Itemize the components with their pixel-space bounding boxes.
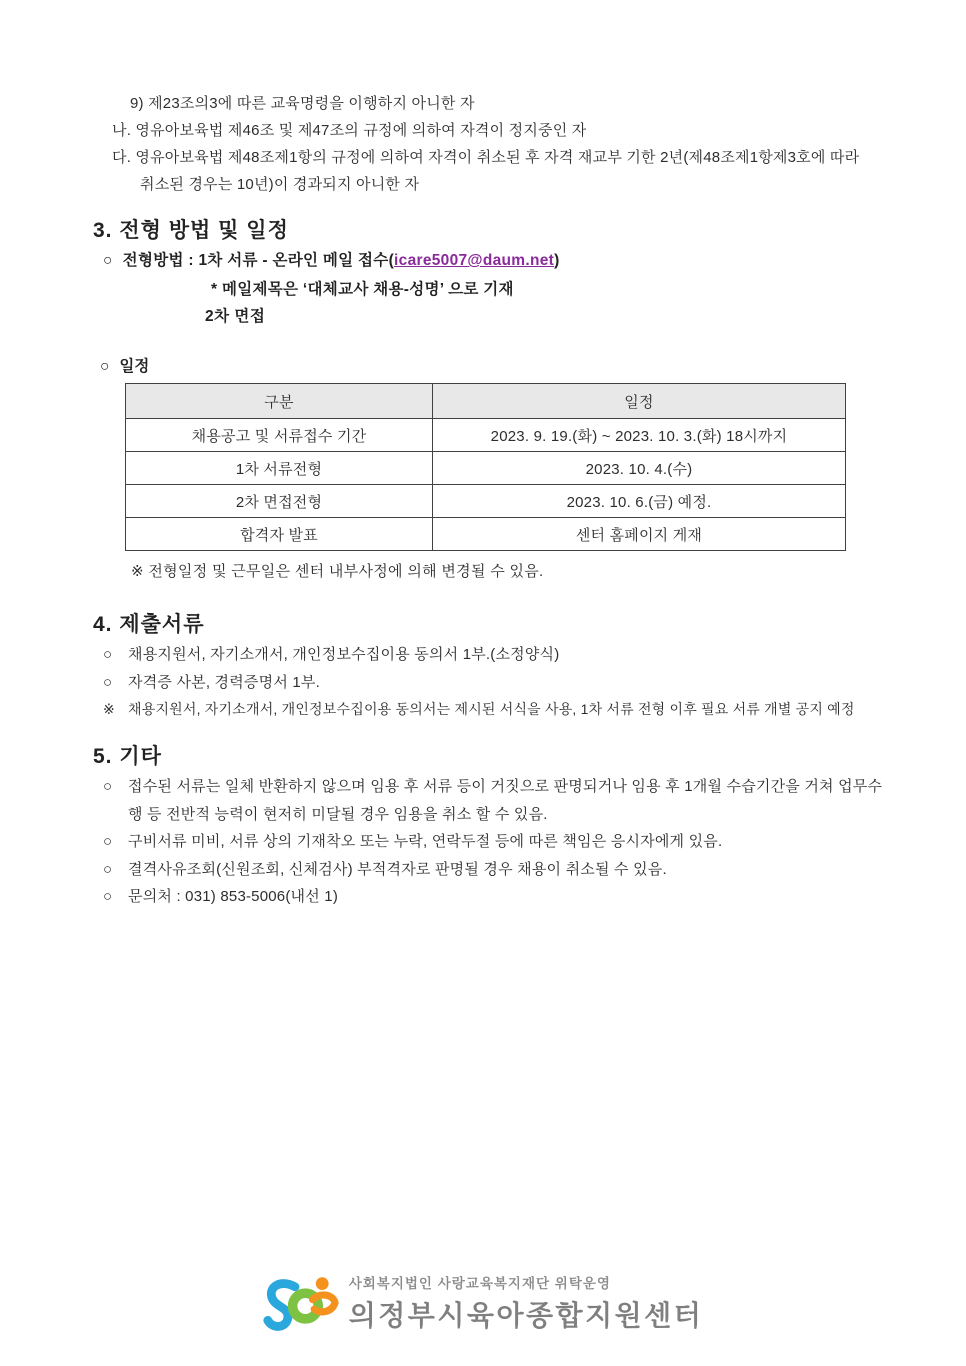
sci-logo-icon	[263, 1274, 343, 1343]
table-cell-category: 채용공고 및 서류접수 기간	[126, 419, 433, 452]
circle-bullet-marker: ○	[103, 860, 113, 878]
application-email-link[interactable]: icare5007@daum.net	[394, 252, 555, 269]
clause-line: 다. 영유아보육법 제48조제1항의 규정에 의하여 자격이 취소된 후 자격 재교부 기한 2년(제48조제1항제3호에 따라	[112, 149, 860, 166]
section5-heading: 5. 기타	[93, 745, 162, 768]
circle-bullet-marker: ○	[103, 252, 113, 269]
list-item	[103, 773, 893, 828]
footer-tagline: 사회복지법인 사랑교육복지재단 위탁운영	[348, 1276, 611, 1291]
list-item	[103, 669, 963, 697]
list-item-text: 구비서류 미비, 서류 상의 기재착오 또는 누락, 연락두절 등에 따른 책임은 응시자에게 있음.	[128, 833, 723, 850]
column-header-category: 구분	[126, 384, 433, 419]
circle-bullet-marker: ○	[103, 673, 113, 691]
section4-items	[103, 641, 963, 724]
section3-heading: 3. 전형 방법 및 일정	[93, 219, 289, 242]
list-item-text: 채용지원서, 자기소개서, 개인정보수집이용 동의서는 제시된 서식을 사용, 1차 서류 전형 이후 필요 서류 개별 공지 예정	[128, 701, 855, 717]
list-item	[103, 696, 963, 724]
schedule-label-text: 일정	[119, 358, 150, 375]
reference-mark: ※	[103, 701, 115, 717]
circle-bullet-marker: ○	[103, 646, 113, 663]
table-cell-schedule: 센터 홈페이지 게재	[433, 518, 846, 551]
eligibility-clauses	[112, 90, 942, 198]
list-item-text: 자격증 사본, 경력증명서 1부.	[128, 673, 320, 691]
table-cell-category: 합격자 발표	[126, 518, 433, 551]
table-row	[126, 518, 846, 551]
table-cell-category: 2차 면접전형	[126, 485, 433, 518]
footer-organization-name: 의정부시육아종합지원센터	[348, 1300, 704, 1331]
schedule-label-line	[100, 354, 149, 376]
circle-bullet-marker: ○	[100, 358, 110, 375]
email-subject-note: * 메일제목은 ‘대체교사 채용-성명’ 으로 기재	[211, 281, 514, 298]
clause-line: 취소된 경우는 10년)이 경과되지 아니한 자	[140, 176, 420, 193]
selection-method-line	[103, 248, 560, 270]
circle-bullet-marker: ○	[103, 778, 113, 795]
list-item-text: 채용지원서, 자기소개서, 개인정보수집이용 동의서 1부.(소정양식)	[128, 646, 560, 663]
footer-text-block	[349, 1272, 704, 1334]
table-row	[126, 419, 846, 452]
list-item-text: 결격사유조회(신원조회, 신체검사) 부적격자로 판명될 경우 채용이 취소될 수 있음.	[128, 860, 667, 878]
circle-bullet-marker: ○	[103, 833, 113, 850]
section4-heading: 4. 제출서류	[93, 613, 205, 636]
table-cell-schedule: 2023. 10. 6.(금) 예정.	[433, 485, 846, 518]
table-cell-schedule: 2023. 9. 19.(화) ~ 2023. 10. 3.(화) 18시까지	[433, 419, 846, 452]
section5-items	[103, 773, 893, 911]
second-round-line: 2차 면접	[205, 308, 266, 325]
list-item	[103, 856, 893, 884]
list-item-text: 접수된 서류는 일체 반환하지 않으며 임용 후 서류 등이 거짓으로 판명되거나 임용 후 1개월 수습기간을 거쳐 업무수행 등 전반적 능력이 현저히 미달될 경우 임용을 취소 할 수 있음.	[128, 778, 883, 823]
table-cell-category: 1차 서류전형	[126, 452, 433, 485]
column-header-schedule: 일정	[433, 384, 846, 419]
table-header-row	[126, 384, 846, 419]
contact-phone-text: 문의처 : 031) 853-5006(내선 1)	[128, 888, 339, 905]
schedule-table	[125, 383, 846, 551]
list-item	[103, 883, 893, 911]
method-text-suffix: )	[554, 252, 560, 269]
table-cell-schedule: 2023. 10. 4.(수)	[433, 452, 846, 485]
table-row	[126, 485, 846, 518]
clause-line: 9) 제23조의3에 따른 교육명령을 이행하지 아니한 자	[130, 95, 475, 112]
clause-line: 나. 영유아보육법 제46조 및 제47조의 규정에 의하여 자격이 정지중인 자	[112, 122, 587, 139]
footer-logo	[0, 1272, 966, 1343]
list-item	[103, 828, 893, 856]
table-row	[126, 452, 846, 485]
schedule-change-note: ※ 전형일정 및 근무일은 센터 내부사정에 의해 변경될 수 있음.	[131, 563, 544, 580]
list-item	[103, 641, 963, 669]
circle-bullet-marker: ○	[103, 888, 113, 905]
method-text: 전형방법 : 1차 서류 - 온라인 메일 접수(	[122, 252, 395, 269]
